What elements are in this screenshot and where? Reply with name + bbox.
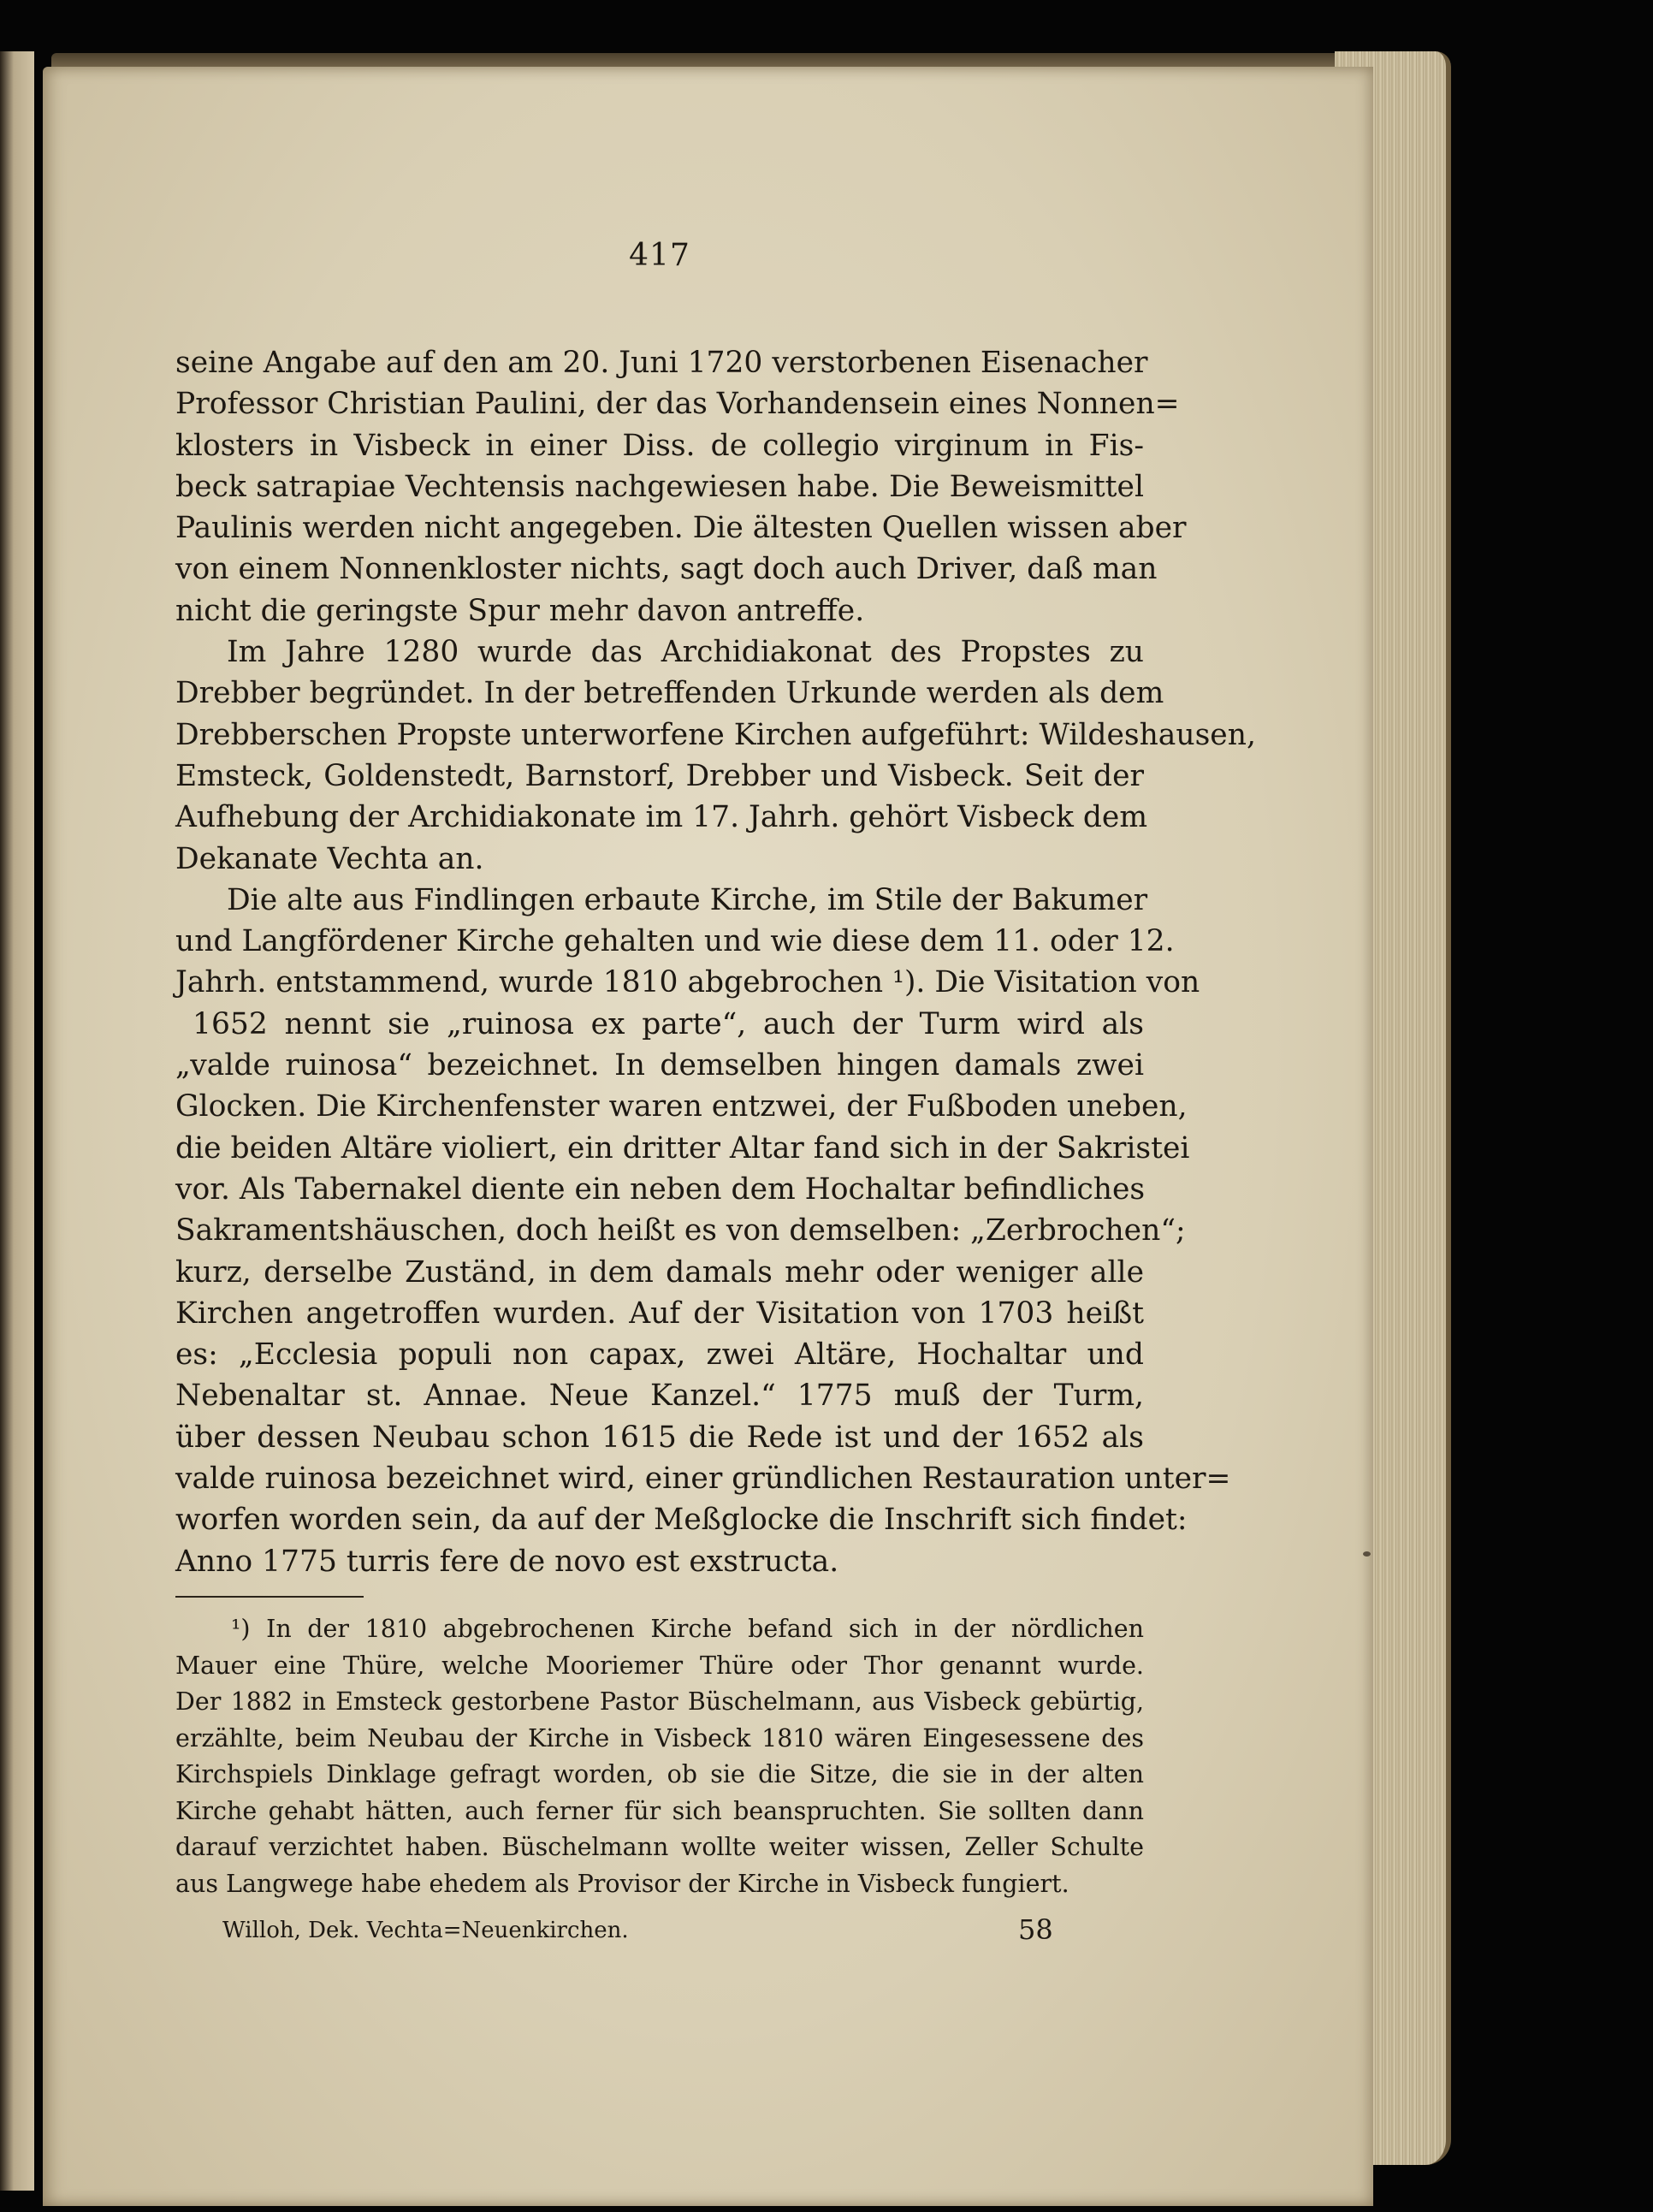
footnote-line: Mauer eine Thüre, welche Mooriemer Thüre oder Thor genannt wurde. xyxy=(175,1651,1144,1680)
text-line: Nebenaltar st. Annae. Neue Kanzel.“ 1775 muß der Turm, xyxy=(175,1379,1144,1414)
text-line: Die alte aus Findlingen erbaute Kirche, im Stile der Bakumer xyxy=(227,882,1148,917)
main-text xyxy=(175,342,1256,1582)
text-line: Jahrh. entstammend, wurde 1810 abgebrochen ¹). Die Visitation von xyxy=(175,965,1200,1000)
text-line: Emsteck, Goldenstedt, Barnstorf, Drebber und Visbeck. Seit der xyxy=(175,758,1144,793)
text-line: seine Angabe auf den am 20. Juni 1720 verstorbenen Eisenacher xyxy=(175,346,1148,380)
text-line: über dessen Neubau schon 1615 die Rede ist und der 1652 als xyxy=(175,1420,1144,1455)
footnote-divider xyxy=(175,1596,364,1598)
text-line: „valde ruinosa“ bezeichnet. In demselben hingen damals zwei xyxy=(175,1048,1144,1083)
text-line: vor. Als Tabernakel diente ein neben dem Hochaltar befindliches xyxy=(175,1171,1146,1207)
signature-mark: Willoh, Dek. Vechta=Neuenkirchen. xyxy=(222,1918,629,1943)
footnote-line: darauf verzichtet haben. Büschelmann wollte weiter wissen, Zeller Schulte xyxy=(175,1833,1144,1861)
text-line: von einem Nonnenkloster nichts, sagt doch auch Driver, daß man xyxy=(175,552,1158,587)
text-line: beck satrapiae Vechtensis nachgewiesen habe. Die Beweismittel xyxy=(175,469,1144,504)
text-line: Drebberschen Propste unterworfene Kirchen aufgeführt: Wildeshausen, xyxy=(175,717,1256,752)
footnote-line: Kirche gehabt hätten, auch ferner für sich beanspruchten. Sie sollten dann xyxy=(175,1796,1144,1825)
text-line: Kirchen angetroffen wurden. Auf der Visitation von 1703 heißt xyxy=(175,1296,1144,1331)
page-number: 417 xyxy=(629,238,690,273)
text-line: Paulinis werden nicht angegeben. Die ältesten Quellen wissen aber xyxy=(175,511,1187,546)
text-line: und Langfördener Kirche gehalten und wie diese dem 11. oder 12. xyxy=(175,924,1175,959)
text-line: 1652 nennt sie „ruinosa ex parte“, auch der Turm wird als xyxy=(193,1006,1144,1041)
text-line: Im Jahre 1280 wurde das Archidiakonat des Propstes zu xyxy=(227,635,1144,670)
text-line: die beiden Altäre violiert, ein dritter Altar fand sich in der Sakristei xyxy=(175,1130,1190,1165)
footnote-line: aus Langwege habe ehedem als Provisor der Kirche in Visbeck fungiert. xyxy=(175,1869,1069,1898)
footnote-line: ¹) In der 1810 abgebrochenen Kirche befand sich in der nördlichen xyxy=(231,1615,1144,1643)
text-line: Glocken. Die Kirchenfenster waren entzwei, der Fußboden uneben, xyxy=(175,1089,1188,1124)
text-line: es: „Ecclesia populi non capax, zwei Altäre, Hochaltar und xyxy=(175,1337,1144,1373)
footnotes xyxy=(175,1611,1144,1902)
text-line: Anno 1775 turris fere de novo est exstructa. xyxy=(175,1544,839,1579)
margin-speck xyxy=(1363,1551,1371,1557)
text-line: Dekanate Vechta an. xyxy=(175,841,484,876)
left-page-edge xyxy=(0,51,34,2191)
text-line: kurz, derselbe Zuständ, in dem damals mehr oder weniger alle xyxy=(175,1254,1144,1290)
signature-number: 58 xyxy=(1018,1913,1053,1946)
footnote-line: Der 1882 in Emsteck gestorbene Pastor Büschelmann, aus Visbeck gebürtig, xyxy=(175,1687,1144,1716)
text-line: Professor Christian Paulini, der das Vorhandensein eines Nonnen= xyxy=(175,387,1180,422)
text-line: Sakramentshäuschen, doch heißt es von demselben: „Zerbrochen“; xyxy=(175,1213,1186,1248)
text-line: worfen worden sein, da auf der Meßglocke die Inschrift sich findet: xyxy=(175,1503,1188,1538)
text-line: klosters in Visbeck in einer Diss. de collegio virginum in Fis- xyxy=(175,428,1144,463)
book-page xyxy=(43,67,1373,2206)
text-line: Aufhebung der Archidiakonate im 17. Jahrh. gehört Visbeck dem xyxy=(175,800,1148,835)
text-line: valde ruinosa bezeichnet wird, einer gründlichen Restauration unter= xyxy=(175,1462,1231,1497)
text-line: Drebber begründet. In der betreffenden Urkunde werden als dem xyxy=(175,676,1164,711)
footnote-line: erzählte, beim Neubau der Kirche in Visbeck 1810 wären Eingesessene des xyxy=(175,1723,1144,1752)
footnote-line: Kirchspiels Dinklage gefragt worden, ob sie die Sitze, die sie in der alten xyxy=(175,1760,1144,1788)
text-line: nicht die geringste Spur mehr davon antreffe. xyxy=(175,593,865,628)
